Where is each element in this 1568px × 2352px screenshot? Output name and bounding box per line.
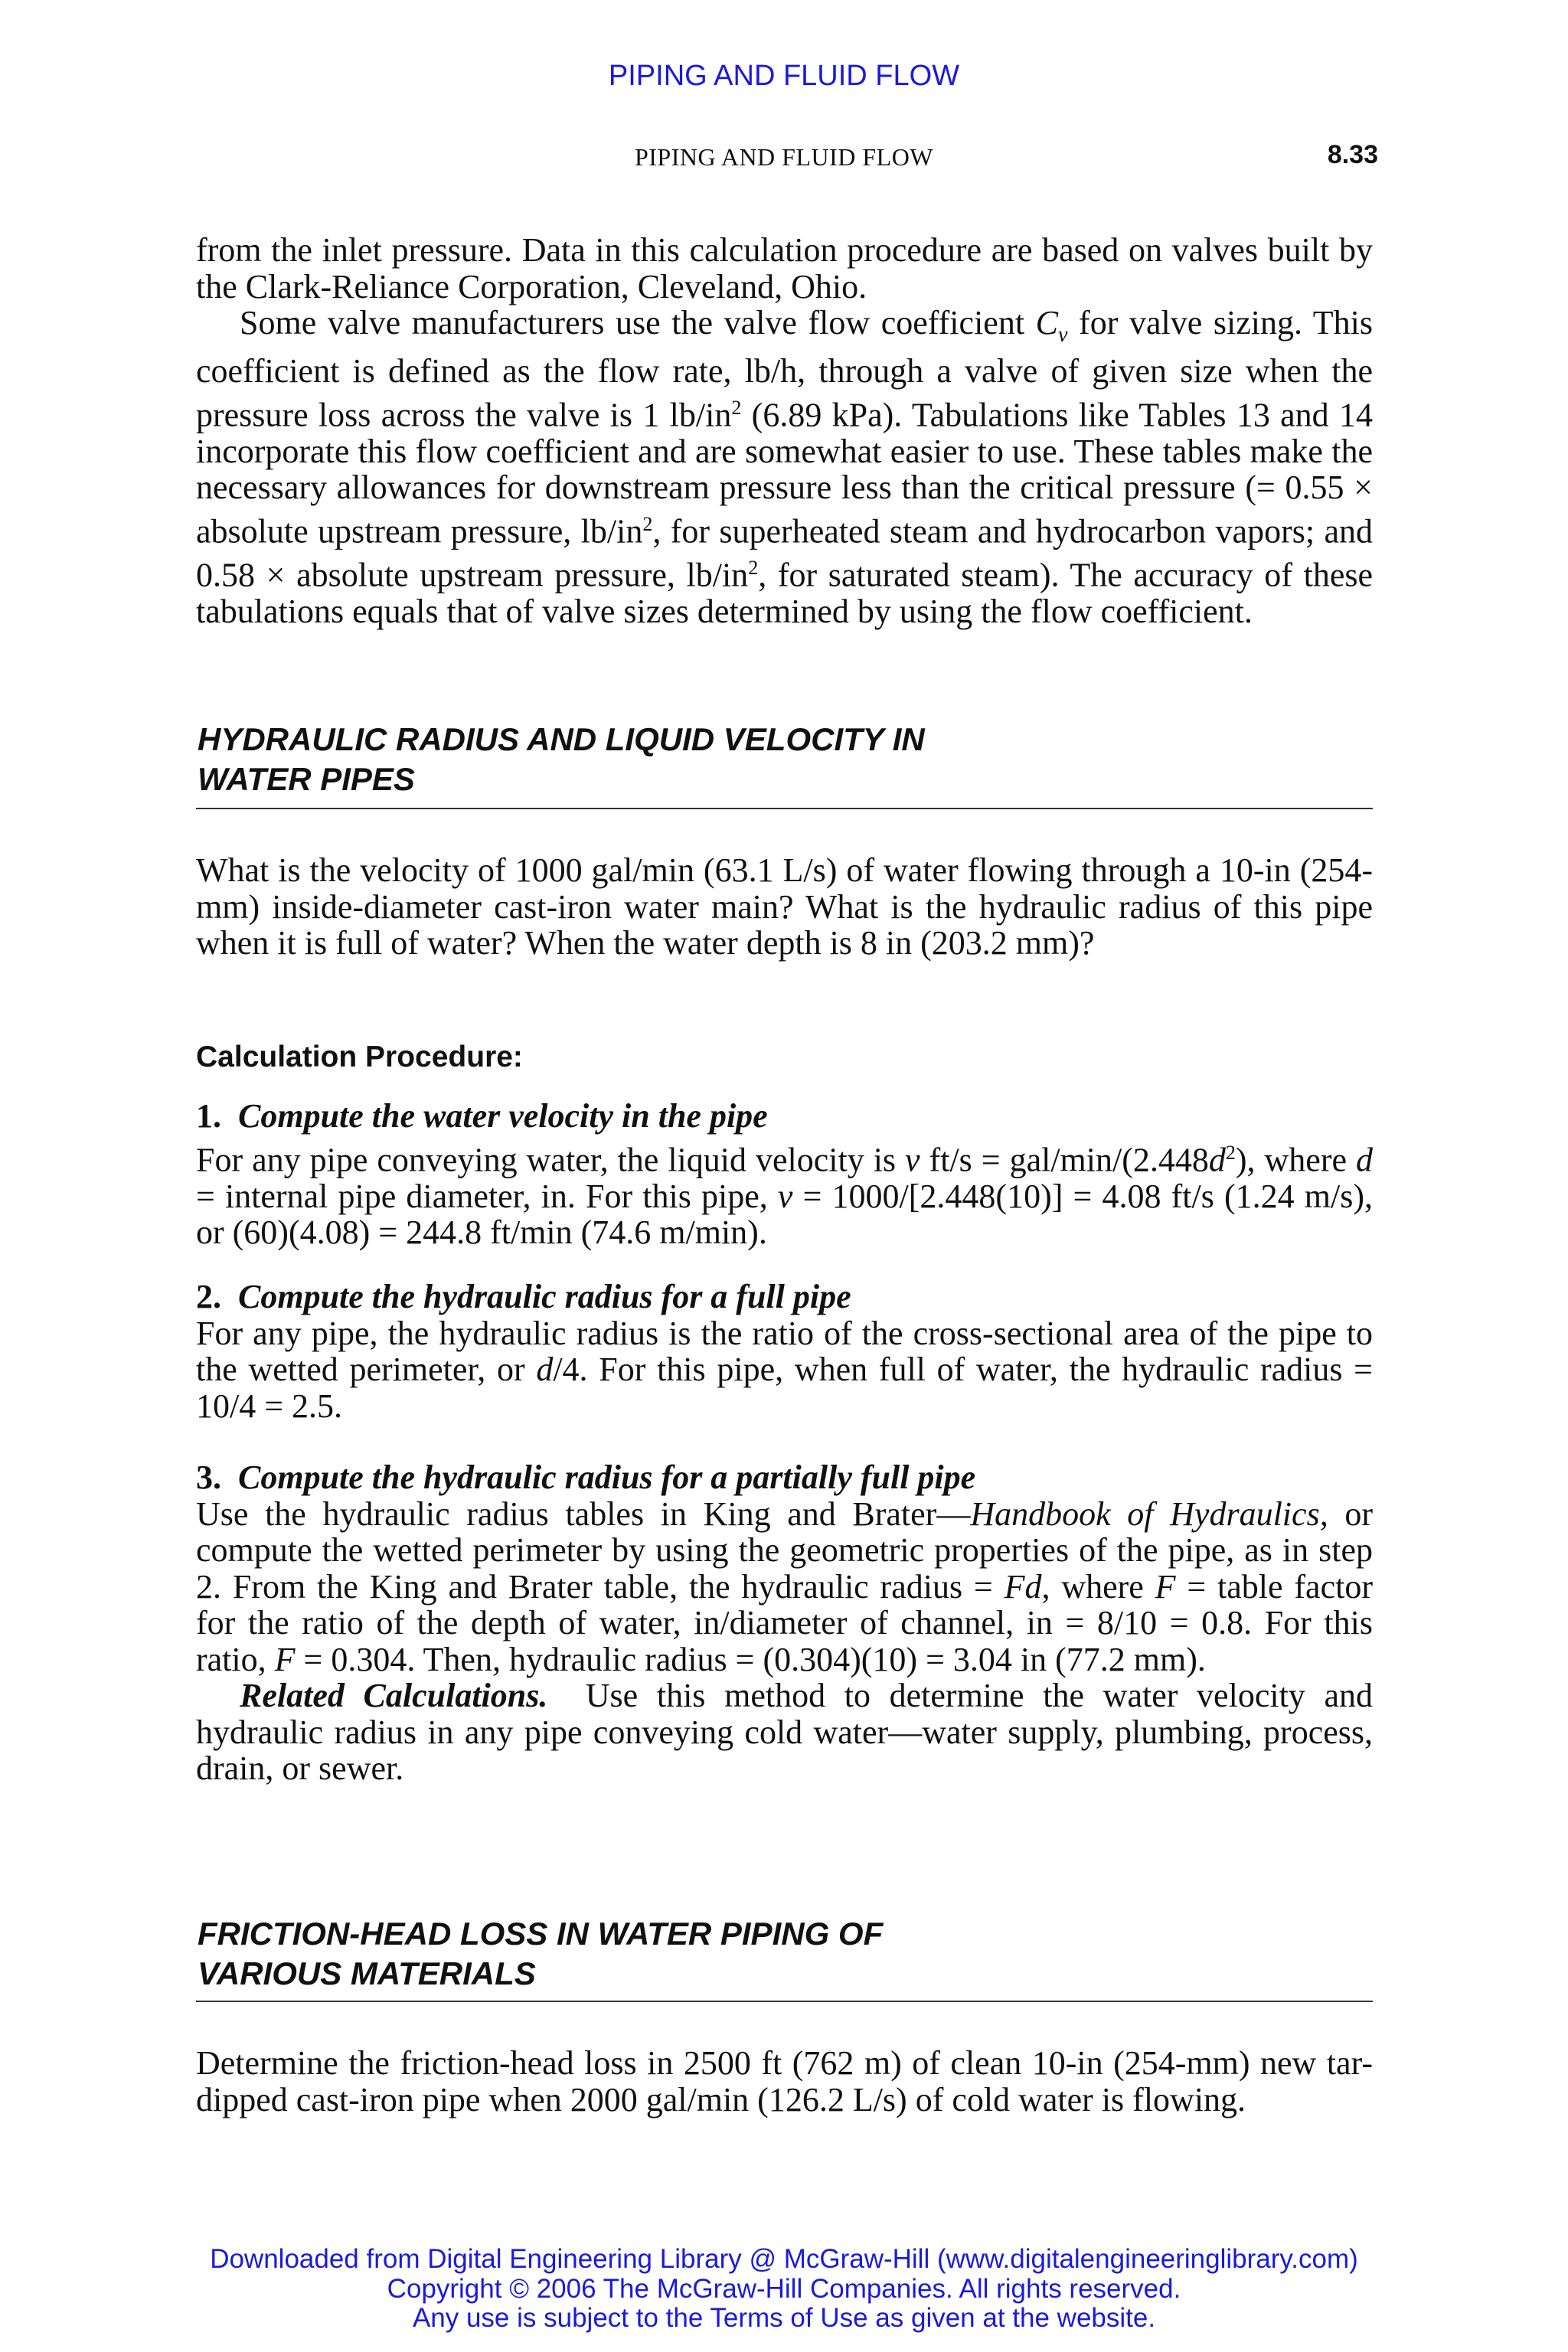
problem-statement-2: Determine the friction-head loss in 2500 ft (762 m) of clean 10-in (254-mm) new tar-dipped cast-iron pipe when 2000 gal/min (126.2 L/s) of cold water is flowing. xyxy=(196,2044,1373,2118)
step-2-body: For any pipe, the hydraulic radius is the ratio of the cross-sectional area of the pipe to the wetted perimeter, or d/4. For this pipe, when full of water, the hydraulic radius = 10/4 = 2.5. xyxy=(196,1314,1373,1425)
intro-paragraph-1: from the inlet pressure. Data in this calculation procedure are based on valves built by the Clark-Reliance Corporation, Cleveland, Ohio. xyxy=(196,231,1373,305)
section-rule xyxy=(196,808,1373,809)
step-2-title: 2. Compute the hydraulic radius for a full pipe xyxy=(196,1278,851,1315)
page-number: 8.33 xyxy=(1327,140,1378,169)
step-3-title: 3. Compute the hydraulic radius for a partially full pipe xyxy=(196,1459,976,1496)
top-banner-title: PIPING AND FLUID FLOW xyxy=(608,60,960,92)
related-calculations: Related Calculations. Use this method to determine the water velocity and hydraulic radius in any pipe conveying cold water—water supply, plumbing, process, drain, or sewer. xyxy=(196,1677,1373,1787)
footer-notice xyxy=(0,2245,1568,2334)
step-1-body: For any pipe conveying water, the liquid velocity is v ft/s = gal/$\min/(2.448d^2)$, where d = internal pipe diameter, in. For this pipe, v = 1000/[2.448(10)] = 4.08 ft/s (1.24 m/s), or (60)(4.08) = 244.8 ft/min (74.6 m/min). xyxy=(196,1141,1374,1252)
step-1-title: 1. Compute the water velocity in the pipe xyxy=(196,1097,768,1135)
running-head: PIPING AND FLUID FLOW xyxy=(634,143,934,171)
footer-download-link[interactable]: Downloaded from Digital Engineering Library @ McGraw-Hill (www.digitalengineeringlibrary.com) xyxy=(210,2244,1358,2274)
intro-paragraph-2: Some valve manufacturers use the valve flow coefficient $C_v$ for valve sizing. This coefficient is defined as the flow rate, lb/h, through a valve of given size when the pressure loss across the valve is 1 $lb/in^2$ (6.89 kPa). Tabulations like Tables 13 and 14 incorporate this flow coefficient and are somewhat easier to use. These tables make the necessary allowances for downstream pressure less than the critical pressure (= 0.55 × absolute upstream pressure, $lb/in^2$, for superheated steam and hydrocarbon vapors; and 0.58 × absolute upstream pressure, $lb/in^2$, for saturated steam). The accuracy of these tabulations equals that of valve sizes determined by using the flow coefficient. xyxy=(196,304,1373,631)
calculation-procedure-heading: Calculation Procedure: xyxy=(196,1040,523,1073)
step-3-body: Use the hydraulic radius tables in King and Brater—Handbook of Hydraulics, or compute the wetted perimeter by using the geometric properties of the pipe, as in step 2. From the King and Brater table, the hydraulic radius = Fd, where F = table factor for the ratio of the depth of water, in/diameter of channel, in = 8/10 = 0.8. For this ratio, F = 0.304. Then, hydraulic radius = (0.304)(10) = 3.04 in (77.2 mm). xyxy=(196,1494,1373,1678)
step-2 xyxy=(196,1279,1373,1424)
step-1 xyxy=(196,1098,1373,1251)
section-heading-friction-head-loss: FRICTION-HEAD LOSS IN WATER PIPING OF VARIOUS MATERIALS xyxy=(198,1916,884,1991)
step-3 xyxy=(196,1459,1373,1787)
footer-copyright: Copyright © 2006 The McGraw-Hill Companies. All rights reserved. xyxy=(387,2273,1181,2304)
footer-terms[interactable]: Any use is subject to the Terms of Use as given at the website. xyxy=(412,2303,1156,2333)
section-heading-hydraulic-radius: HYDRAULIC RADIUS AND LIQUID VELOCITY IN WATER PIPES xyxy=(198,721,925,797)
section-rule xyxy=(196,2001,1373,2002)
intro-text xyxy=(196,232,1373,630)
problem-statement-1: What is the velocity of 1000 gal/min (63.1 L/s) of water flowing through a 10-in (254-mm) inside-diameter cast-iron water main? What is the hydraulic radius of this pipe when it is full of water? When the water depth is 8 in (203.2 mm)? xyxy=(196,851,1373,962)
